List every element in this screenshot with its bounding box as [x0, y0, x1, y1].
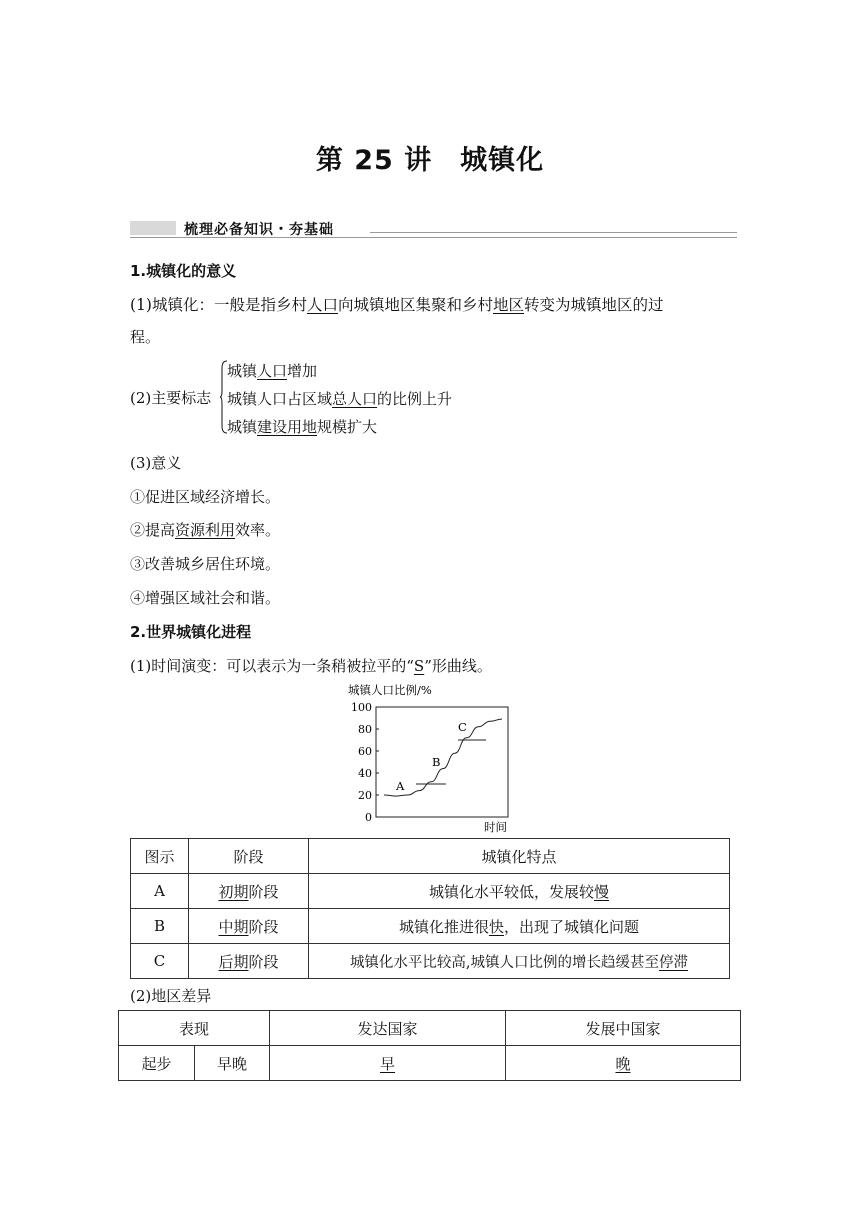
- urbanization-s-curve-chart: [340, 680, 520, 836]
- table-header-row: [131, 839, 730, 874]
- chart-stage-label: A: [396, 779, 405, 794]
- cell-start: 起步: [119, 1046, 195, 1081]
- table-row: [119, 1046, 741, 1081]
- chart-y-tick-label: 20: [358, 789, 372, 802]
- chart-stage-label: C: [458, 719, 467, 734]
- cell-features: 城镇化推进很快，出现了城镇化问题: [309, 909, 730, 944]
- header-developing: 发展中国家: [506, 1011, 741, 1046]
- cell-features: 城镇化水平比较高,城镇人口比例的增长趋缓甚至停滞: [309, 944, 730, 979]
- cell-developed: 早: [270, 1046, 506, 1081]
- chart-y-tick-label: 80: [358, 723, 372, 736]
- heading-urbanization-meaning: 1.城镇化的意义: [130, 262, 237, 280]
- meaning-item-4: ④增强区域社会和谐。: [130, 589, 281, 607]
- cell-figure: C: [131, 944, 189, 979]
- meaning-item-1: ①促进区域经济增长。: [130, 488, 281, 506]
- chart-y-axis-label: 城镇人口比例/%: [348, 683, 432, 697]
- cell-timing: 早晚: [195, 1046, 270, 1081]
- cell-developing: 晚: [506, 1046, 741, 1081]
- chart-y-tick-label: 0: [365, 811, 372, 824]
- signs-label: (2)主要标志: [130, 389, 212, 407]
- chart-y-tick-label: 100: [351, 701, 372, 714]
- sign-item-3: 城镇建设用地规模扩大: [227, 418, 378, 436]
- chart-y-tick-label: 60: [358, 745, 372, 758]
- section-rule-top: [370, 232, 737, 233]
- cell-stage: 中期阶段: [189, 909, 309, 944]
- blank-region: 地区: [493, 296, 525, 314]
- cell-stage: 初期阶段: [189, 874, 309, 909]
- meaning-label: (3)意义: [130, 454, 182, 472]
- table-header-row: [119, 1011, 741, 1046]
- section-marker: [130, 221, 176, 235]
- sign-item-2: 城镇人口占区域总人口的比例上升: [227, 390, 453, 408]
- chart-y-tick-label: 40: [358, 767, 372, 780]
- header-figure: 图示: [131, 839, 189, 874]
- header-developed: 发达国家: [270, 1011, 506, 1046]
- chart-frame: [376, 707, 508, 817]
- chart-x-axis-label: 时间: [484, 820, 507, 834]
- page-title: 第 25 讲 城镇化: [315, 145, 545, 176]
- section-header: [130, 219, 737, 239]
- section-rule-bottom: [130, 237, 737, 238]
- blank-population: 人口: [306, 296, 338, 314]
- stages-table: [130, 838, 730, 979]
- sign-item-1: 城镇人口增加: [227, 362, 318, 380]
- cell-figure: B: [131, 909, 189, 944]
- cell-figure: A: [131, 874, 189, 909]
- section-label: 梳理必备知识・夯基础: [184, 222, 334, 238]
- regional-diff-label: (2)地区差异: [130, 987, 212, 1005]
- meaning-item-2: ②提高资源利用效率。: [130, 521, 281, 539]
- heading-world-urbanization: 2.世界城镇化进程: [130, 623, 252, 641]
- time-evolution-line: (1)时间演变：可以表示为一条稍被拉平的“S”形曲线。: [130, 657, 492, 675]
- header-performance: 表现: [119, 1011, 270, 1046]
- table-row: [131, 909, 730, 944]
- cell-stage: 后期阶段: [189, 944, 309, 979]
- meaning-item-3: ③改善城乡居住环境。: [130, 555, 281, 573]
- table-row: [131, 944, 730, 979]
- chart-stage-label: B: [432, 755, 441, 769]
- regional-table: [118, 1010, 741, 1081]
- cell-features: 城镇化水平较低，发展较慢: [309, 874, 730, 909]
- header-features: 城镇化特点: [309, 839, 730, 874]
- definition-line-1: (1)城镇化：一般是指乡村人口向城镇地区集聚和乡村地区转变为城镇地区的过: [130, 296, 664, 314]
- header-stage: 阶段: [189, 839, 309, 874]
- table-row: [131, 874, 730, 909]
- definition-line-2: 程。: [130, 328, 161, 346]
